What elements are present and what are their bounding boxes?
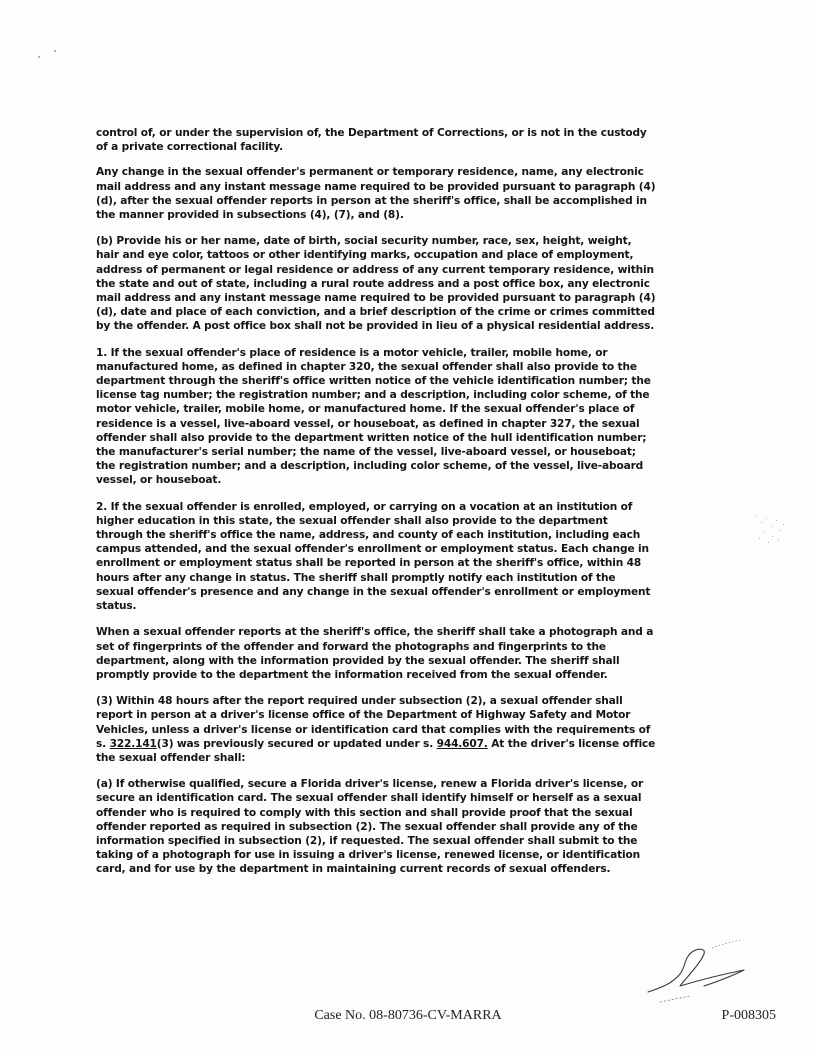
paragraph-1-vehicle-residence: 1. If the sexual offender's place of residence is a motor vehicle, trailer, mobile home, or manufactured home, as defined in chapter 320, the sexual offender shall also provide to the department through the sheriff's office written notice of the vehicle identification number; the license tag number; the registration number; and a description, including color scheme, of the motor vehicle, trailer, mobile home, or manufactured home. If the sexual offender's place of residence is a vessel, live-aboard vessel, or houseboat, as defined in chapter 327, the sexual offender shall also provide to the department written notice of the hull identification number; the manufacturer's serial number; the name of the vessel, live-aboard vessel, or houseboat; the registration number; and a description, including color scheme, of the vessel, live-aboard vessel, or houseboat. bbox=[96, 346, 651, 487]
scan-speck bbox=[38, 56, 40, 58]
paragraph-b-provide-information: (b) Provide his or her name, date of birth, social security number, race, sex, height, weight, hair and eye color, tattoos or other identifying marks, occupation and place of employment, address of permanent or legal residence or address of any current temporary residence, within the state and out of state, including a rural route address and a post office box, any electronic mail address and any instant message name required to be provided pursuant to paragraph (4)(d), date and place of each conviction, and a brief description of the crime or crimes committed by the offender. A post office box shall not be provided in lieu of a physical residential address. bbox=[96, 235, 656, 333]
case-number: Case No. 08-80736-CV-MARRA bbox=[314, 1008, 502, 1023]
statute-citation-944-607: 944.607. bbox=[436, 737, 488, 750]
paragraph-3-text-middle: (3) was previously secured or updated under s. bbox=[156, 737, 437, 750]
paragraph-3-text-after: At the driver's license office the sexual offender shall: bbox=[96, 737, 656, 764]
paragraph-2-higher-education: 2. If the sexual offender is enrolled, employed, or carrying on a vocation at an institution of higher education in this state, the sexual offender shall also provide to the department through the sheriff's office the name, address, and county of each institution, including each campus attended, and the sexual offender's enrollment or employment status. Each change in enrollment or employment status shall be reported in person at the sheriff's office, within 48 hours after any change in status. The sheriff shall promptly notify each institution of the sexual offender's presence and any change in the sexual offender's enrollment or employment status. bbox=[96, 500, 651, 613]
paragraph-3-drivers-license-office bbox=[96, 694, 656, 765]
paragraph-3-text-before: (3) Within 48 hours after the report required under subsection (2), a sexual offender shall report in person at a driver's license office of the Department of Highway Safety and Motor Vehicles, unless a driver's license or identification card that complies with the requirements of s. bbox=[96, 695, 651, 750]
document-body bbox=[96, 126, 656, 889]
handwritten-initials-mark bbox=[640, 930, 770, 1010]
statute-citation-322-141: 322.141 bbox=[109, 737, 157, 750]
paragraph-a-secure-license: (a) If otherwise qualified, secure a Florida driver's license, renew a Florida driver's license, or secure an identification card. The sexual offender shall identify himself or herself as a sexual offender who is required to comply with this section and shall provide proof that the sexual offender reported as required in subsection (2). The sexual offender shall provide any of the information specified in subsection (2), if requested. The sexual offender shall submit to the taking of a photograph for use in issuing a driver's license, renewed license, or identification card, and for use by the department in maintaining current records of sexual offenders. bbox=[96, 778, 644, 876]
scan-noise-mark bbox=[752, 510, 792, 550]
paragraph-change-of-residence: Any change in the sexual offender's permanent or temporary residence, name, any electronic mail address and any instant message name required to be provided pursuant to paragraph (4)(d), after the sexual offender reports in person at the sheriff's office, shall be accomplished in the manner provided in subsections (4), (7), and (8). bbox=[96, 166, 656, 222]
paragraph-sheriff-photograph: When a sexual offender reports at the sheriff's office, the sheriff shall take a photograph and a set of fingerprints of the offender and forward the photographs and fingerprints to the department, along with the information provided by the sexual offender. The sheriff shall promptly provide to the department the information received from the sexual offender. bbox=[96, 626, 654, 681]
scan-speck bbox=[54, 50, 56, 52]
bates-number: P-008305 bbox=[721, 1008, 776, 1023]
paragraph-custody-continuation: control of, or under the supervision of, the Department of Corrections, or is not in the custody of a private correctional facility. bbox=[96, 127, 647, 154]
